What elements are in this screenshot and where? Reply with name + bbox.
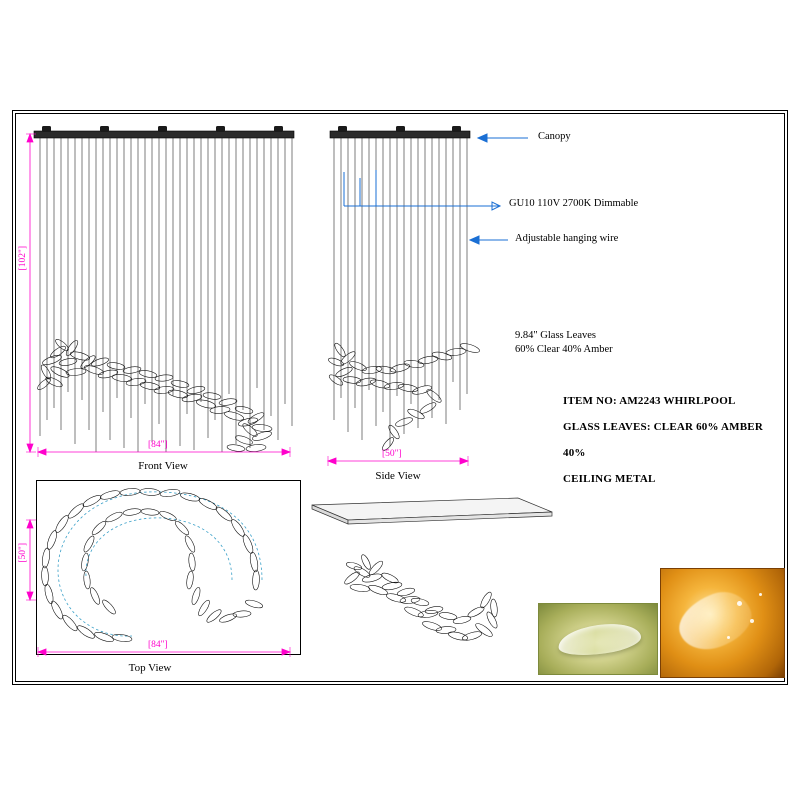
sparkle-icon xyxy=(759,593,762,596)
callout-gu10: GU10 110V 2700K Dimmable xyxy=(509,198,639,209)
dimension-side-width: [50"] xyxy=(382,449,402,459)
callout-hanging-wire: Adjustable hanging wire xyxy=(515,233,619,244)
callout-glass-leaves-size: 9.84" Glass Leaves xyxy=(515,330,596,341)
sparkle-icon xyxy=(750,619,754,623)
dimension-front-width: [84"] xyxy=(148,440,168,450)
amber-glass-shape xyxy=(672,584,759,658)
callout-canopy: Canopy xyxy=(538,131,571,142)
spec-amber-percent: 40% xyxy=(563,447,586,459)
photo-green-glass-leaf xyxy=(538,603,658,675)
dimension-top-width: [84"] xyxy=(148,640,168,650)
spec-ceiling-metal: CEILING METAL xyxy=(563,473,656,485)
photo-amber-glass-detail xyxy=(660,568,785,678)
caption-side-view: Side View xyxy=(375,470,421,482)
green-glass-shape xyxy=(556,619,642,660)
spec-block xyxy=(563,395,788,499)
callout-glass-leaves-mix: 60% Clear 40% Amber xyxy=(515,344,613,355)
caption-front-view: Front View xyxy=(138,460,188,472)
spec-glass-leaves: GLASS LEAVES: CLEAR 60% AMBER xyxy=(563,421,763,433)
top-view-boundary xyxy=(36,480,301,655)
caption-top-view: Top View xyxy=(128,662,172,674)
spec-item-no: ITEM NO: AM2243 WHIRLPOOL xyxy=(563,395,736,407)
dimension-height: [102"] xyxy=(18,246,28,271)
dimension-top-depth: [50"] xyxy=(18,543,28,563)
